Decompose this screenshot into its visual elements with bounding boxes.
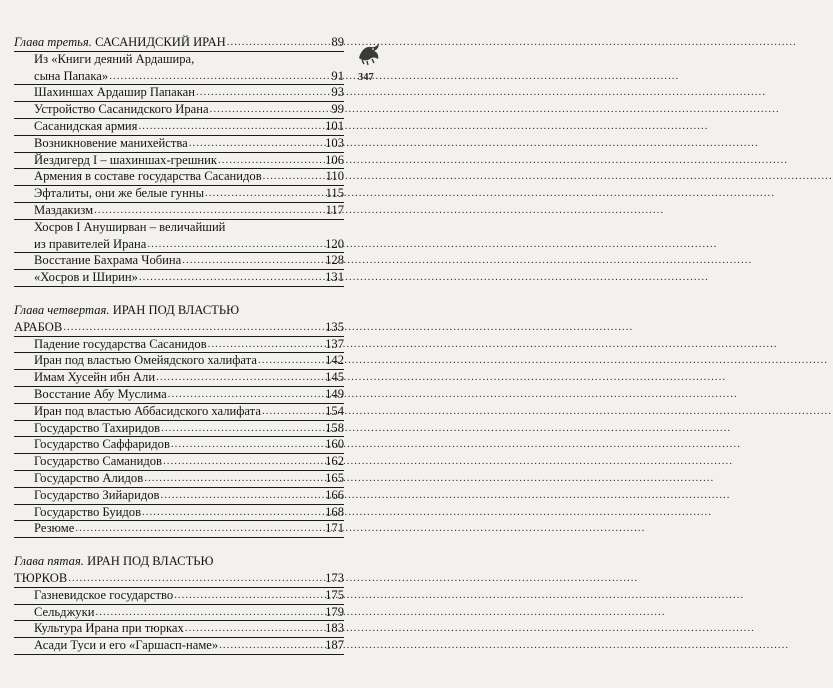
toc-entry[interactable]: Культура Ирана при тюрках ..... 183 [14, 620, 344, 637]
toc-entry-line[interactable]: Хосров I Ануширван – величайший [34, 219, 226, 234]
chapter-5-heading[interactable] [14, 553, 344, 570]
book-page [0, 0, 400, 688]
toc-entry[interactable]: Государство Тахиридов ..... 158 [14, 420, 344, 437]
toc-entry-line[interactable]: Из «Книги деяний Ардашира, [34, 51, 195, 66]
toc-entry[interactable]: «Хосров и Ширин» ..... 131 [14, 269, 344, 286]
chapter-5-page: 173 [325, 570, 344, 585]
toc-entry[interactable]: Резюме ..... 171 [14, 520, 344, 537]
chapter-3-title: САСАНИДСКИЙ ИРАН [95, 35, 226, 49]
page-number: 347 [358, 72, 374, 83]
chapter-4-title: ИРАН ПОД ВЛАСТЬЮ [112, 302, 240, 317]
toc-entry[interactable]: Государство Буидов ..... 168 [14, 504, 344, 521]
toc-entry[interactable]: Сельджуки ..... 179 [14, 604, 344, 621]
toc-entry[interactable]: Государство Саффаридов ..... 160 [14, 436, 344, 453]
toc-entry[interactable]: сына Папака» ..... 91 [14, 68, 344, 85]
toc-entry[interactable]: Йездигерд I – шахиншах-грешник ..... 106 [14, 152, 344, 169]
toc-entry[interactable]: Иран под властью Аббасидского халифата ..... 154 [14, 403, 344, 420]
toc-entry[interactable]: Государство Алидов ..... 165 [14, 470, 344, 487]
chapter-3-page: 89 [331, 35, 344, 49]
chapter-4-lead: Глава четвертая. [14, 302, 110, 317]
toc-entry[interactable]: Падение государства Сасанидов ..... 137 [14, 336, 344, 353]
toc-entry[interactable]: из правителей Ирана ..... 120 [14, 236, 344, 253]
toc-entry[interactable]: Армения в составе государства Сасанидов ..... 110 [14, 168, 344, 185]
toc-entry[interactable]: Эфталиты, они же белые гунны ..... 115 [14, 185, 344, 202]
toc-entry[interactable]: Устройство Сасанидского Ирана ..... 99 [14, 101, 344, 118]
toc-entry[interactable]: Государство Зийаридов ..... 166 [14, 487, 344, 504]
toc-entry[interactable]: Шахиншах Ардашир Папакан ..... 93 [14, 84, 344, 101]
chapter-5-title: ИРАН ПОД ВЛАСТЬЮ [87, 554, 214, 569]
toc-entry[interactable]: Восстание Абу Муслима ..... 149 [14, 386, 344, 403]
toc-entry[interactable]: Асади Туси и его «Гаршасп-наме» ..... 187 [14, 637, 344, 654]
chapter-4-heading[interactable] [14, 302, 344, 319]
chapter-5-lead: Глава пятая. [14, 554, 84, 569]
chapter-3-heading[interactable] [14, 34, 344, 51]
chapter-4-heading-cont[interactable]: АРАБОВ ..... 135 [14, 319, 344, 336]
chapter-3-lead: Глава третья. [14, 35, 92, 49]
toc-entry[interactable]: Сасанидская армия ..... 101 [14, 118, 344, 135]
toc-entry[interactable]: Иран под властью Омейядского халифата ..... 142 [14, 352, 344, 369]
toc-entry[interactable]: Восстание Бахрама Чобина ..... 128 [14, 252, 344, 269]
chapter-5-heading-cont[interactable]: ТЮРКОВ ..... 173 [14, 570, 344, 587]
toc-entry[interactable]: Газневидское государство ..... 175 [14, 587, 344, 604]
chapter-4-page: 135 [325, 319, 344, 334]
toc-entry[interactable]: Маздакизм ..... 117 [14, 202, 344, 219]
table-of-contents [14, 34, 344, 654]
toc-entry[interactable]: Государство Саманидов ..... 162 [14, 453, 344, 470]
toc-entry[interactable]: Имам Хусейн ибн Али ..... 145 [14, 369, 344, 386]
toc-entry[interactable]: Возникновение манихейства ..... 103 [14, 135, 344, 152]
